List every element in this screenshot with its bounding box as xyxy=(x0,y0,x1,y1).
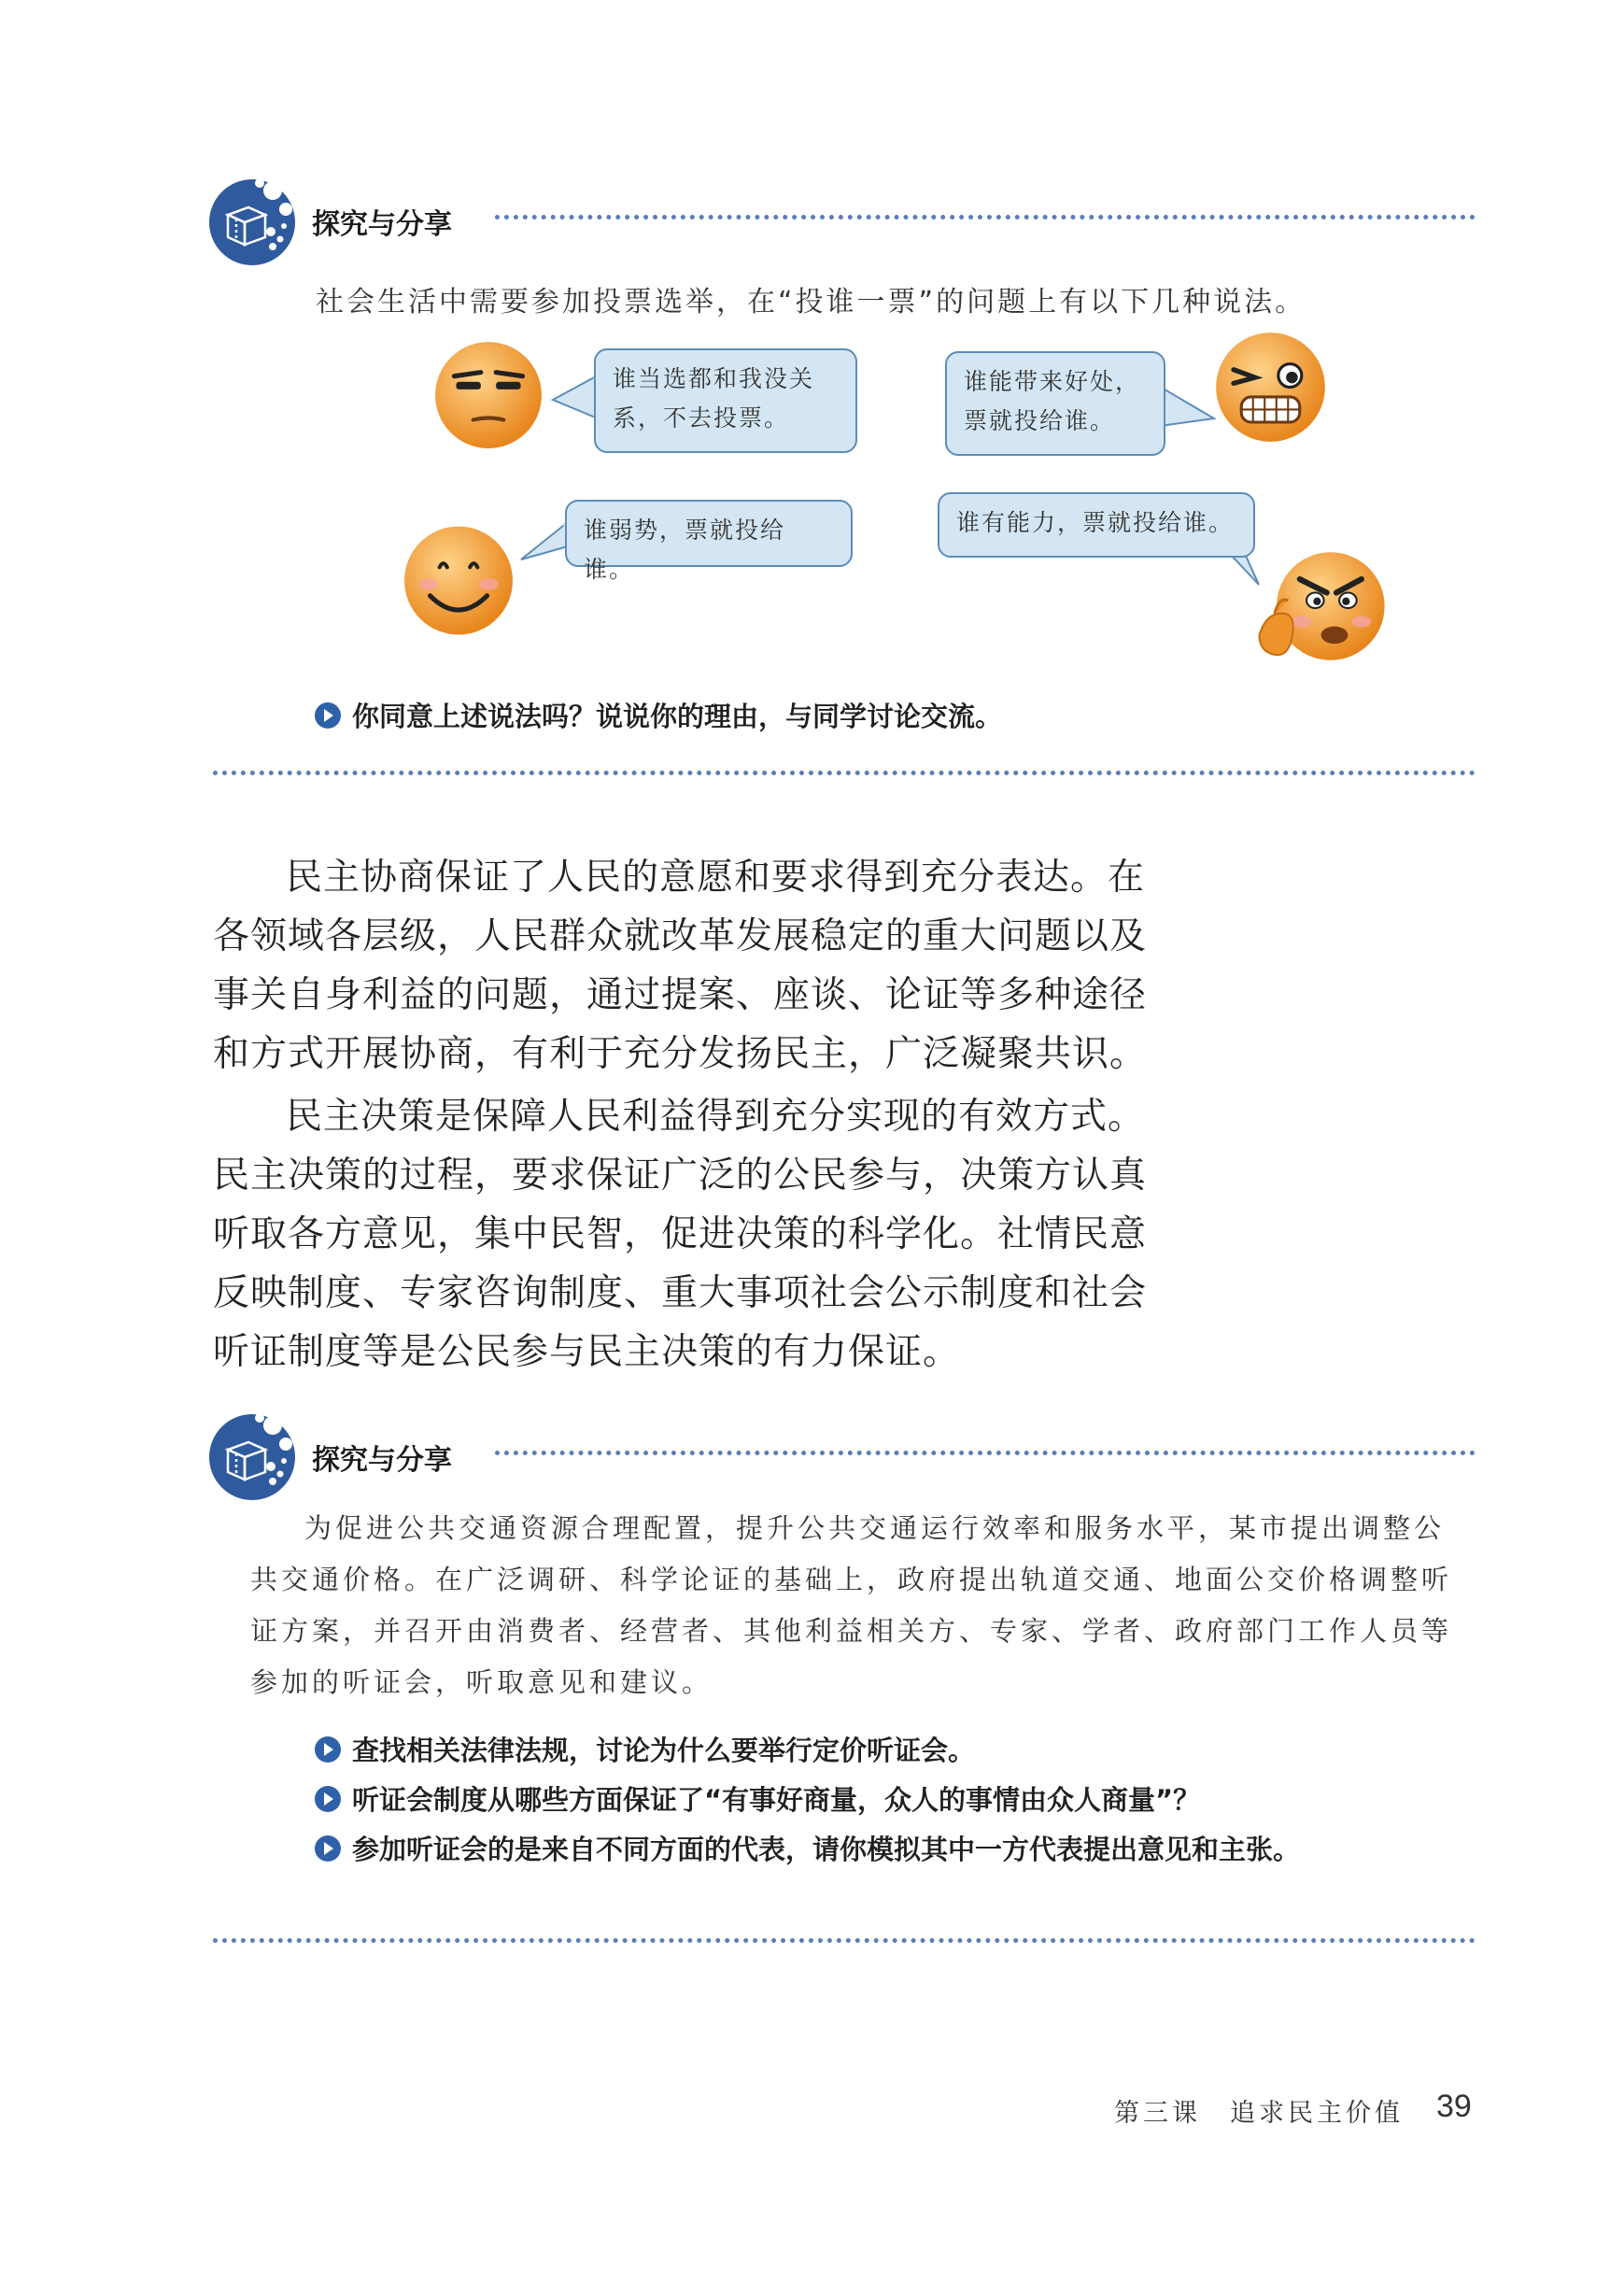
section-divider xyxy=(213,1938,1476,1943)
question-text: 参加听证会的是来自不同方面的代表，请你模拟其中一方代表提出意见和主张。 xyxy=(352,1834,1301,1865)
question-text: 查找相关法律法规，讨论为什么要举行定价听证会。 xyxy=(352,1735,976,1766)
section-intro: 社会生活中需要参加投票选举，在“投谁一票”的问题上有以下几种说法。 xyxy=(316,286,1306,319)
case-text xyxy=(250,1503,1464,1708)
discussion-question xyxy=(315,696,1002,734)
section-divider xyxy=(495,215,1476,220)
chapter-title: 第三课 追求民主价值 xyxy=(1114,2099,1404,2128)
paragraph: 民主决策是保障人民利益得到充分实现的有效方式。民主决策的过程，要求保证广泛的公民参与，决策方认真听取各方意见，集中民智，促进决策的科学化。社情民意反映制度、专家咨询制度、重大事项社会公示制度和社会听证制度等是公民参与民主决策的有力保证。 xyxy=(213,1096,1148,1373)
case-paragraph: 为促进公共交通资源合理配置，提升公共交通运行效率和服务水平，某市提出调整公共交通价格。在广泛调研、科学论证的基础上，政府提出轨道交通、地面公交价格调整听证方案，并召开由消费者、经营者、其他利益相关方、专家、学者、政府部门工作人员等参加的听证会，听取意见和建议。 xyxy=(250,1512,1453,1698)
discussion-question xyxy=(315,1829,1300,1867)
bubble-tail xyxy=(551,372,598,428)
paragraph: 民主协商保证了人民的意愿和要求得到充分表达。在各领域各层级，人民群众就改革发展稳定的重大问题以及事关自身利益的问题，通过提案、座谈、论证等多种途径和方式开展协商，有利于充分发扬民主，广泛凝聚共识。 xyxy=(213,857,1148,1075)
body-text xyxy=(213,848,1175,1381)
page-number: 39 xyxy=(1436,2089,1472,2124)
winking-face-icon xyxy=(1212,329,1329,446)
speech-bubble: 谁弱势，票就投给谁。 xyxy=(565,500,853,567)
explore-share-icon xyxy=(207,1412,297,1502)
neutral-face-icon xyxy=(431,336,545,450)
speech-bubble: 谁能带来好处，票就投给谁。 xyxy=(945,351,1165,456)
arrow-bullet-icon xyxy=(315,1835,341,1862)
smiling-face-icon xyxy=(402,521,515,638)
speech-bubble: 谁有能力，票就投给谁。 xyxy=(938,492,1255,558)
arrow-bullet-icon xyxy=(315,1786,341,1812)
section-divider xyxy=(213,771,1476,775)
discussion-question xyxy=(315,1779,1200,1818)
section-title: 探究与分享 xyxy=(312,1444,452,1477)
explore-share-icon xyxy=(207,177,297,267)
angry-face-icon xyxy=(1253,546,1389,668)
bubble-tail xyxy=(519,518,568,565)
speech-bubble: 谁当选都和我没关系，不去投票。 xyxy=(594,348,857,453)
question-text: 你同意上述说法吗？说说你的理由，与同学讨论交流。 xyxy=(352,701,1003,732)
section-title: 探究与分享 xyxy=(312,208,452,241)
arrow-bullet-icon xyxy=(315,702,341,729)
question-text: 听证会制度从哪些方面保证了“有事好商量，众人的事情由众人商量”？ xyxy=(352,1784,1201,1816)
bubble-tail xyxy=(1160,381,1216,437)
section-divider xyxy=(495,1451,1476,1455)
discussion-question xyxy=(315,1730,975,1768)
arrow-bullet-icon xyxy=(315,1736,341,1763)
